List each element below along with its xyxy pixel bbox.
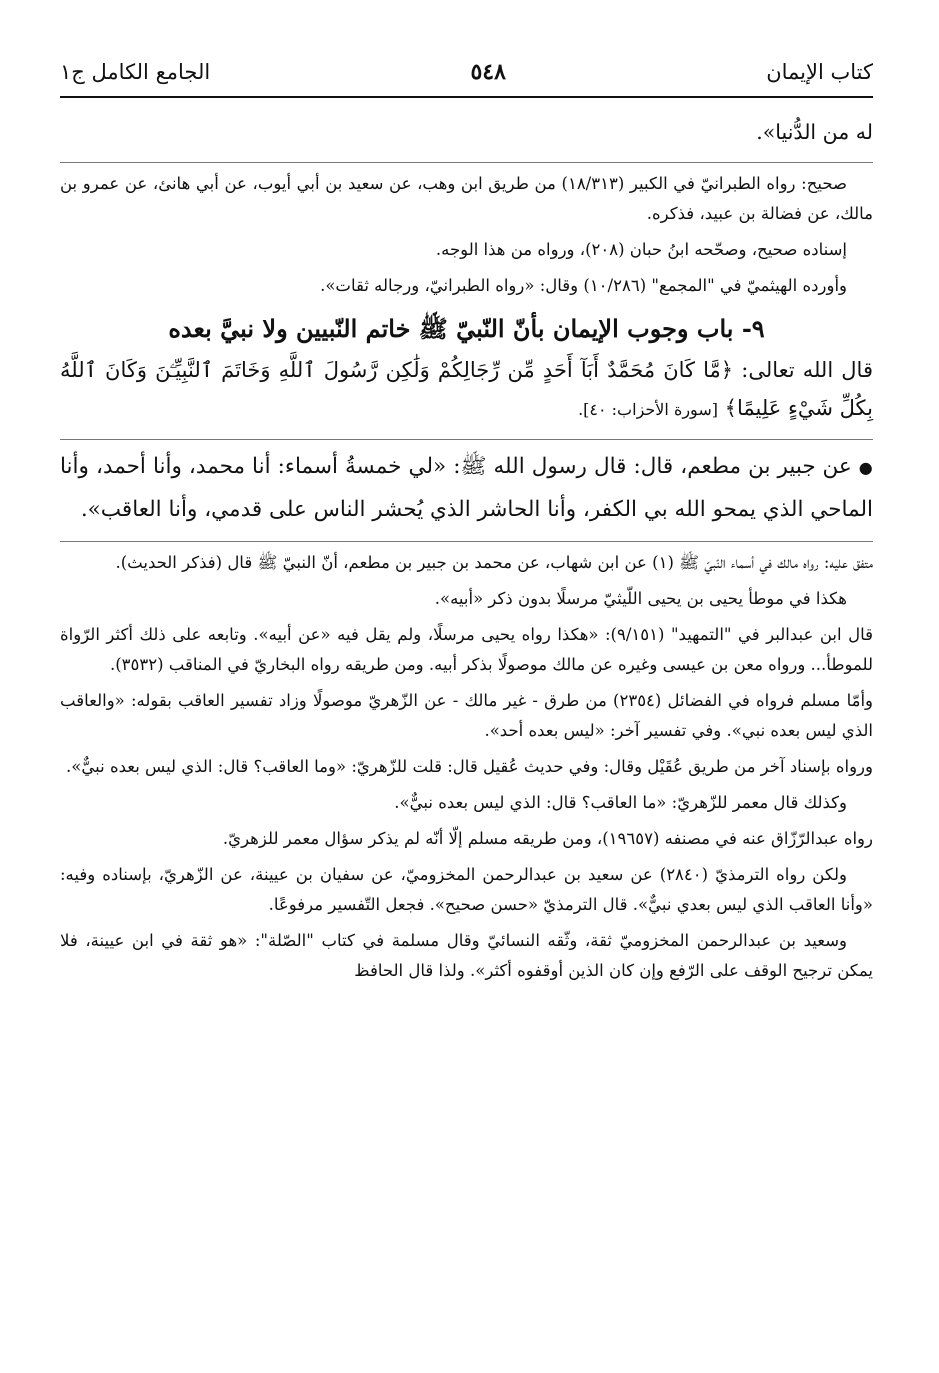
isnad-note: إسناده صحيح، وصحّحه ابنُ حبان (٢٠٨)، ورواه من هذا الوجه.	[435, 240, 847, 259]
takhrij-paragraph: صحيح: رواه الطبرانيّ في الكبير (١٨/٣١٣) من طريق ابن وهب، عن سعيد بن أبي أيوب، عن أبي هانئ، عن عمرو بن مالك، عن فضالة بن عبيد، فذكره.	[60, 174, 873, 223]
verse-text: قال الله تعالى: ﴿مَّا كَانَ مُحَمَّدٌ أَبَآ أَحَدٍ مِّن رِّجَالِكُمْ وَلَٰكِن رَّسُولَ ٱللَّهِ وَخَاتَمَ ٱلنَّبِيِّـۧنَ وَكَانَ ٱللَّهُ بِكُلِّ شَيْءٍ عَلِيمًا﴾	[60, 358, 873, 420]
bullet-icon: ●	[858, 458, 873, 477]
quran-verse	[60, 351, 873, 429]
chapter-heading: ٩- باب وجوب الإيمان بأنّ النّبيّ ﷺ خاتم النّبيين ولا نبيَّ بعده	[168, 314, 765, 343]
commentary-paragraph: رواه عبدالرّزّاق عنه في مصنفه (١٩٦٥٧)، ومن طريقه مسلم إلّا أنّه لم يذكر سؤال معمر للزهريّ.	[222, 829, 873, 848]
page-body	[60, 112, 873, 986]
hadith-text	[60, 446, 873, 531]
commentary-paragraph: ورواه بإسناد آخر من طريق عُقَيْل وقال: وفي حديث عُقيل قال: قلت للزّهريّ: «وما العاقب؟ قال: الذي ليس بعده نبيٌّ».	[66, 757, 873, 776]
commentary-paragraph: وسعيد بن عبدالرحمن المخزوميّ ثقة، وثّقه النسائيّ وقال مسلمة في كتاب "الصّلة": «هو ثقة في ابن عيينة، فلا يمكن ترجيح الوقف على الرّفع وإن كان الذين أوقفوه أكثر». ولذا قال الحافظ	[60, 931, 873, 980]
running-header	[60, 52, 873, 98]
takhrij-paragraph: متفق عليه: رواه مالك في أسماء النّبيّ ﷺ (١) عن ابن شهاب، عن محمد بن جبير بن مطعم، أنّ النبيّ ﷺ قال (فذكر الحديث).	[115, 553, 873, 572]
commentary-paragraph: ولكن رواه الترمذيّ (٢٨٤٠) عن سعيد بن عبدالرحمن المخزوميّ، عن سفيان بن عيينة، عن الزّهريّ، بإسناده وفيه: «وأنا العاقب الذي ليس بعدي نبيٌّ». قال الترمذيّ «حسن صحيح». فجعل التّفسير مرفوعًا.	[60, 865, 873, 914]
hadith-continuation: له من الدُّنيا».	[756, 120, 873, 144]
hadith-body: عن جبير بن مطعم، قال: قال رسول الله ﷺ: «لي خمسةُ أسماء: أنا محمد، وأنا أحمد، وأنا الماحي الذي يمحو الله بي الكفر، وأنا الحاشر الذي يُحشر الناس على قدمي، وأنا العاقب».	[60, 454, 873, 522]
majma-note: وأورده الهيثميّ في "المجمع" (١٠/٢٨٦) وقال: «رواه الطبرانيّ، ورجاله ثقات».	[320, 276, 847, 295]
commentary-paragraph: هكذا في موطأ يحيى بن يحيى اللّيثيّ مرسلًا بدون ذكر «أبيه».	[434, 589, 847, 608]
commentary-paragraph: قال ابن عبدالبر في "التمهيد" (٩/١٥١): «هكذا رواه يحيى مرسلًا، ولم يقل فيه «عن أبيه». وتابعه على ذلك أكثر الرّواة للموطأ... ورواه معن بن عيسى وغيره عن مالك موصولًا بذكر أبيه. ومن طريقه رواه البخاريّ في المناقب (٣٥٣٢).	[60, 625, 873, 674]
divider	[60, 162, 873, 163]
commentary-paragraph: وكذلك قال معمر للزّهريّ: «ما العاقب؟ قال: الذي ليس بعده نبيٌّ».	[394, 793, 847, 812]
divider	[60, 541, 873, 542]
verse-reference: [سورة الأحزاب: ٤٠].	[578, 400, 718, 419]
header-right-title: كتاب الإيمان	[766, 60, 873, 84]
divider	[60, 439, 873, 440]
page-number: ٥٤٨	[470, 59, 506, 85]
commentary-paragraph: وأمّا مسلم فرواه في الفضائل (٢٣٥٤) من طرق - غير مالك - عن الزّهريّ موصولًا وزاد تفسير العاقب بقوله: «والعاقب الذي ليس بعده نبي». وفي تفسير آخر: «ليس بعده أحد».	[60, 691, 873, 740]
header-left-title: الجامع الكامل ج١	[60, 60, 211, 84]
